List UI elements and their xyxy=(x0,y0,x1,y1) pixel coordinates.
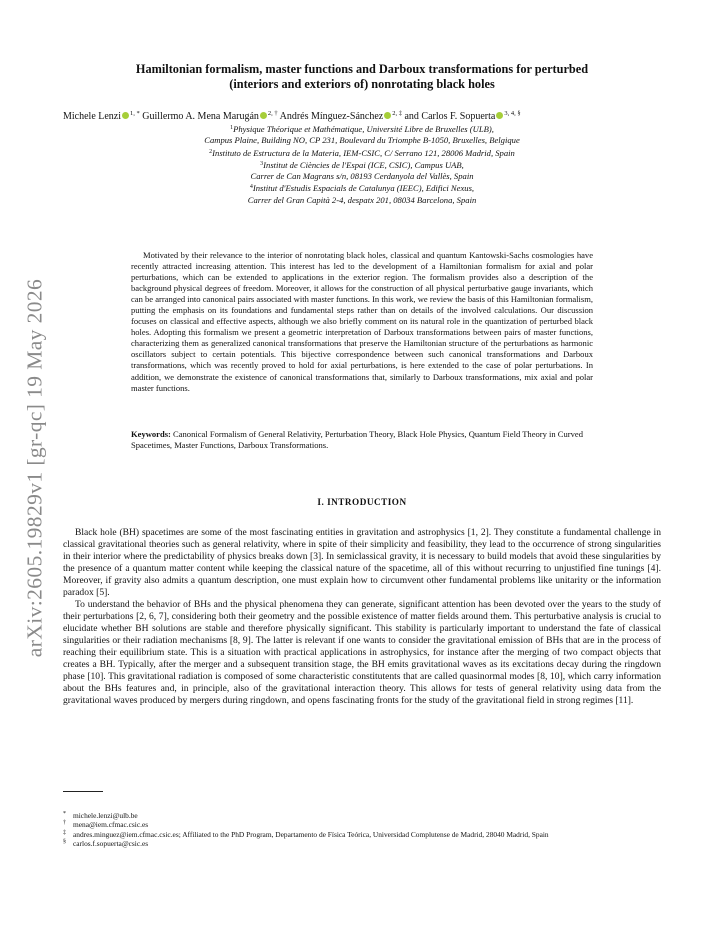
author-name: Guillermo A. Mena Marugán xyxy=(142,111,259,122)
intro-paragraph-2: To understand the behavior of BHs and the physical phenomena they can generate, significant attention has been devoted over the years to the study of their perturbations [2, 6, 7], considering both their geometry and the possible existence of matter fields around them. This perturbative analysis is crucial to elucidate whether BH solutions are stable and therefore physically significant. This stability is particularly important to understand the fate of classical singularities or their radiation mechanisms [8, 9]. The latter is relevant if one wants to consider the gravitational emission of BHs that are in the process of reaching their equilibrium state. This is a situation with practical applications in astrophysics, for instance after the merging of two compact objects that creates a BH. Typically, after the merger and a subsequent transition stage, the BH emits gravitational waves as its excitations decay during the ringdown phase [10]. This gravitational radiation is composed of some characteristic constitutents that are called quasinormal modes [8, 10], which carry information about the BHs features and, in principle, also of the gravitational interaction theory. This allows for tests of general relativity using data from the gravitational waves produced by mergers during ringdown, and opens fascinating fronts for the study of the gravitational field in strong regimes [11]. xyxy=(63,599,661,707)
footnote-text[interactable]: mena@iem.cfmac.csic.es xyxy=(73,820,149,830)
author-list xyxy=(63,107,661,123)
author-marks: 3, 4, § xyxy=(504,110,521,117)
intro-paragraph-1: Black hole (BH) spacetimes are some of the most fascinating entities in gravitation and astrophysics [1, 2]. They constitute a fundamental challenge in classical gravitational theories such as general relativity, where in spite of their simplicity and feasibility, they lead to the occurrence of strong singularities in their interior where the predictability of physics breaks down [3]. In semiclassical gravity, it is necessary to build models that avoid these singularities by the presence of a quantum matter content while keeping the classical nature of the spacetime, all of this without recurring to unjustified fine tunings [4]. Moreover, if gravity also admits a quantum description, one must explain how to circumvent other fundamental problems like unitarity or the information paradox [5]. xyxy=(63,527,661,599)
author-name: Michele Lenzi xyxy=(63,111,122,122)
footnote-item xyxy=(63,830,661,839)
affiliation-number: 3 xyxy=(260,160,264,167)
footnote-mark: † xyxy=(63,820,66,827)
keywords-block xyxy=(131,429,593,451)
footnote-item xyxy=(63,839,661,848)
arxiv-identifier-text: arXiv:2605.19829v1 [gr-qc] 19 May 2026 xyxy=(22,278,47,658)
section-heading: I. INTRODUCTION xyxy=(317,497,407,507)
footnote-mark: * xyxy=(63,811,66,817)
affiliation-line: $^3$Institut de Ciències de l'Espai (ICE, CSIC), Campus UAB, xyxy=(260,159,464,170)
footnotes xyxy=(63,811,661,848)
arxiv-identifier-stamp xyxy=(22,258,48,678)
footnote-mark: § xyxy=(63,838,66,845)
affiliation-number: 2 xyxy=(209,148,213,155)
author-name: Carlos F. Sopuerta xyxy=(421,111,496,122)
keywords-label: Keywords: xyxy=(131,429,171,439)
footnote-text[interactable]: carlos.f.sopuerta@csic.es xyxy=(73,838,149,848)
affiliation-line: $^1$Physique Théorique et Mathématique, Université Libre de Bruxelles (ULB), xyxy=(230,124,494,134)
footnote-item xyxy=(63,820,661,829)
title-line-2: (interiors and exteriors of) nonrotating black holes xyxy=(229,76,495,91)
author-marks: 2, ‡ xyxy=(392,110,402,117)
introduction-body xyxy=(63,527,661,707)
orcid-icon[interactable] xyxy=(496,112,503,119)
orcid-icon[interactable] xyxy=(260,112,267,119)
author-marks: 2, † xyxy=(267,110,278,117)
affiliation-line: Campus Plaine, Building NO, CP 231, Boulevard du Triomphe B-1050, Bruxelles, Belgique xyxy=(204,135,520,146)
affiliation-list xyxy=(63,123,661,206)
author-marks: 1, * xyxy=(130,110,140,117)
title-line-1: Hamiltonian formalism, master functions and Darboux transformations for perturbed xyxy=(135,62,589,76)
author-name: Andrés Mínguez-Sánchez xyxy=(279,111,384,122)
footnote-mark: ‡ xyxy=(63,829,66,836)
author-conjunction: and xyxy=(404,111,419,122)
footnote-text[interactable]: andres.minguez@iem.cfmac.csic.es; Affiliated to the PhD Program, Departamento de Física Teórica, Universidad Complutense de Madrid, 28040 Madrid, Spain xyxy=(73,829,549,839)
affiliation-number: 4 xyxy=(249,184,253,191)
orcid-icon[interactable] xyxy=(384,112,391,119)
footnote-divider xyxy=(63,791,103,792)
abstract-text: Motivated by their relevance to the interior of nonrotating black holes, classical and quantum Kantowski-Sachs cosmologies have recently attracted increasing attention. This interest has led to the development of a Hamiltonian formalism for axial and polar perturbations, which can be extended to applications in the exterior region. The formalism provides also a description of the background physical degrees of freedom. Moreover, it allows for the construction of all physical perturbative gauge invariants, which can be arranged into canonical pairs associated with master functions. In this work, we review the basis of this Hamiltonian formalism, putting the emphasis on its foundations and fundamental steps rather than on details of the involved calculations. Our discussion focuses on classical and effective aspects, although we also briefly comment on its natural role in the quantization of perturbed black holes. Adopting this formalism we present a geometric interpretation of Darboux transformations between pairs of master functions, characterizing them as generalized canonical transformations that preserve the Hamiltonian structure of the perturbations as harmonic oscillators subject to certain potentials. This bijective correspondence between such canonical transformations and Darboux transformations, which was recently proved to hold for axial perturbations, is here extended to the case of polar perturbations. In addition, we demonstrate the existence of canonical transformations that, similarly to Darboux transformations, mix axial and polar master functions. xyxy=(131,250,593,393)
orcid-icon[interactable] xyxy=(122,112,129,119)
paper-title xyxy=(63,62,661,91)
keywords-text: Canonical Formalism of General Relativity, Perturbation Theory, Black Hole Physics, Quantum Field Theory in Curved Spacetimes, Master Functions, Darboux Transformations. xyxy=(131,429,583,451)
affiliation-line: $^4$Institut d'Estudis Espacials de Catalunya (IEEC), Edifici Nexus, xyxy=(249,183,475,194)
affiliation-line: Carrer de Can Magrans s/n, 08193 Cerdanyola del Vallès, Spain xyxy=(250,171,474,182)
affiliation-line: Carrer del Gran Capità 2-4, despatx 201, 08034 Barcelona, Spain xyxy=(247,194,477,205)
footnote-text[interactable]: michele.lenzi@ulb.be xyxy=(73,811,138,820)
footnote-item xyxy=(63,811,661,820)
affiliation-line: $^2$Instituto de Estructura de la Materia, IEM-CSIC, C/ Serrano 121, 28006 Madrid, Spain xyxy=(209,147,515,158)
affiliation-number: 1 xyxy=(230,125,234,131)
